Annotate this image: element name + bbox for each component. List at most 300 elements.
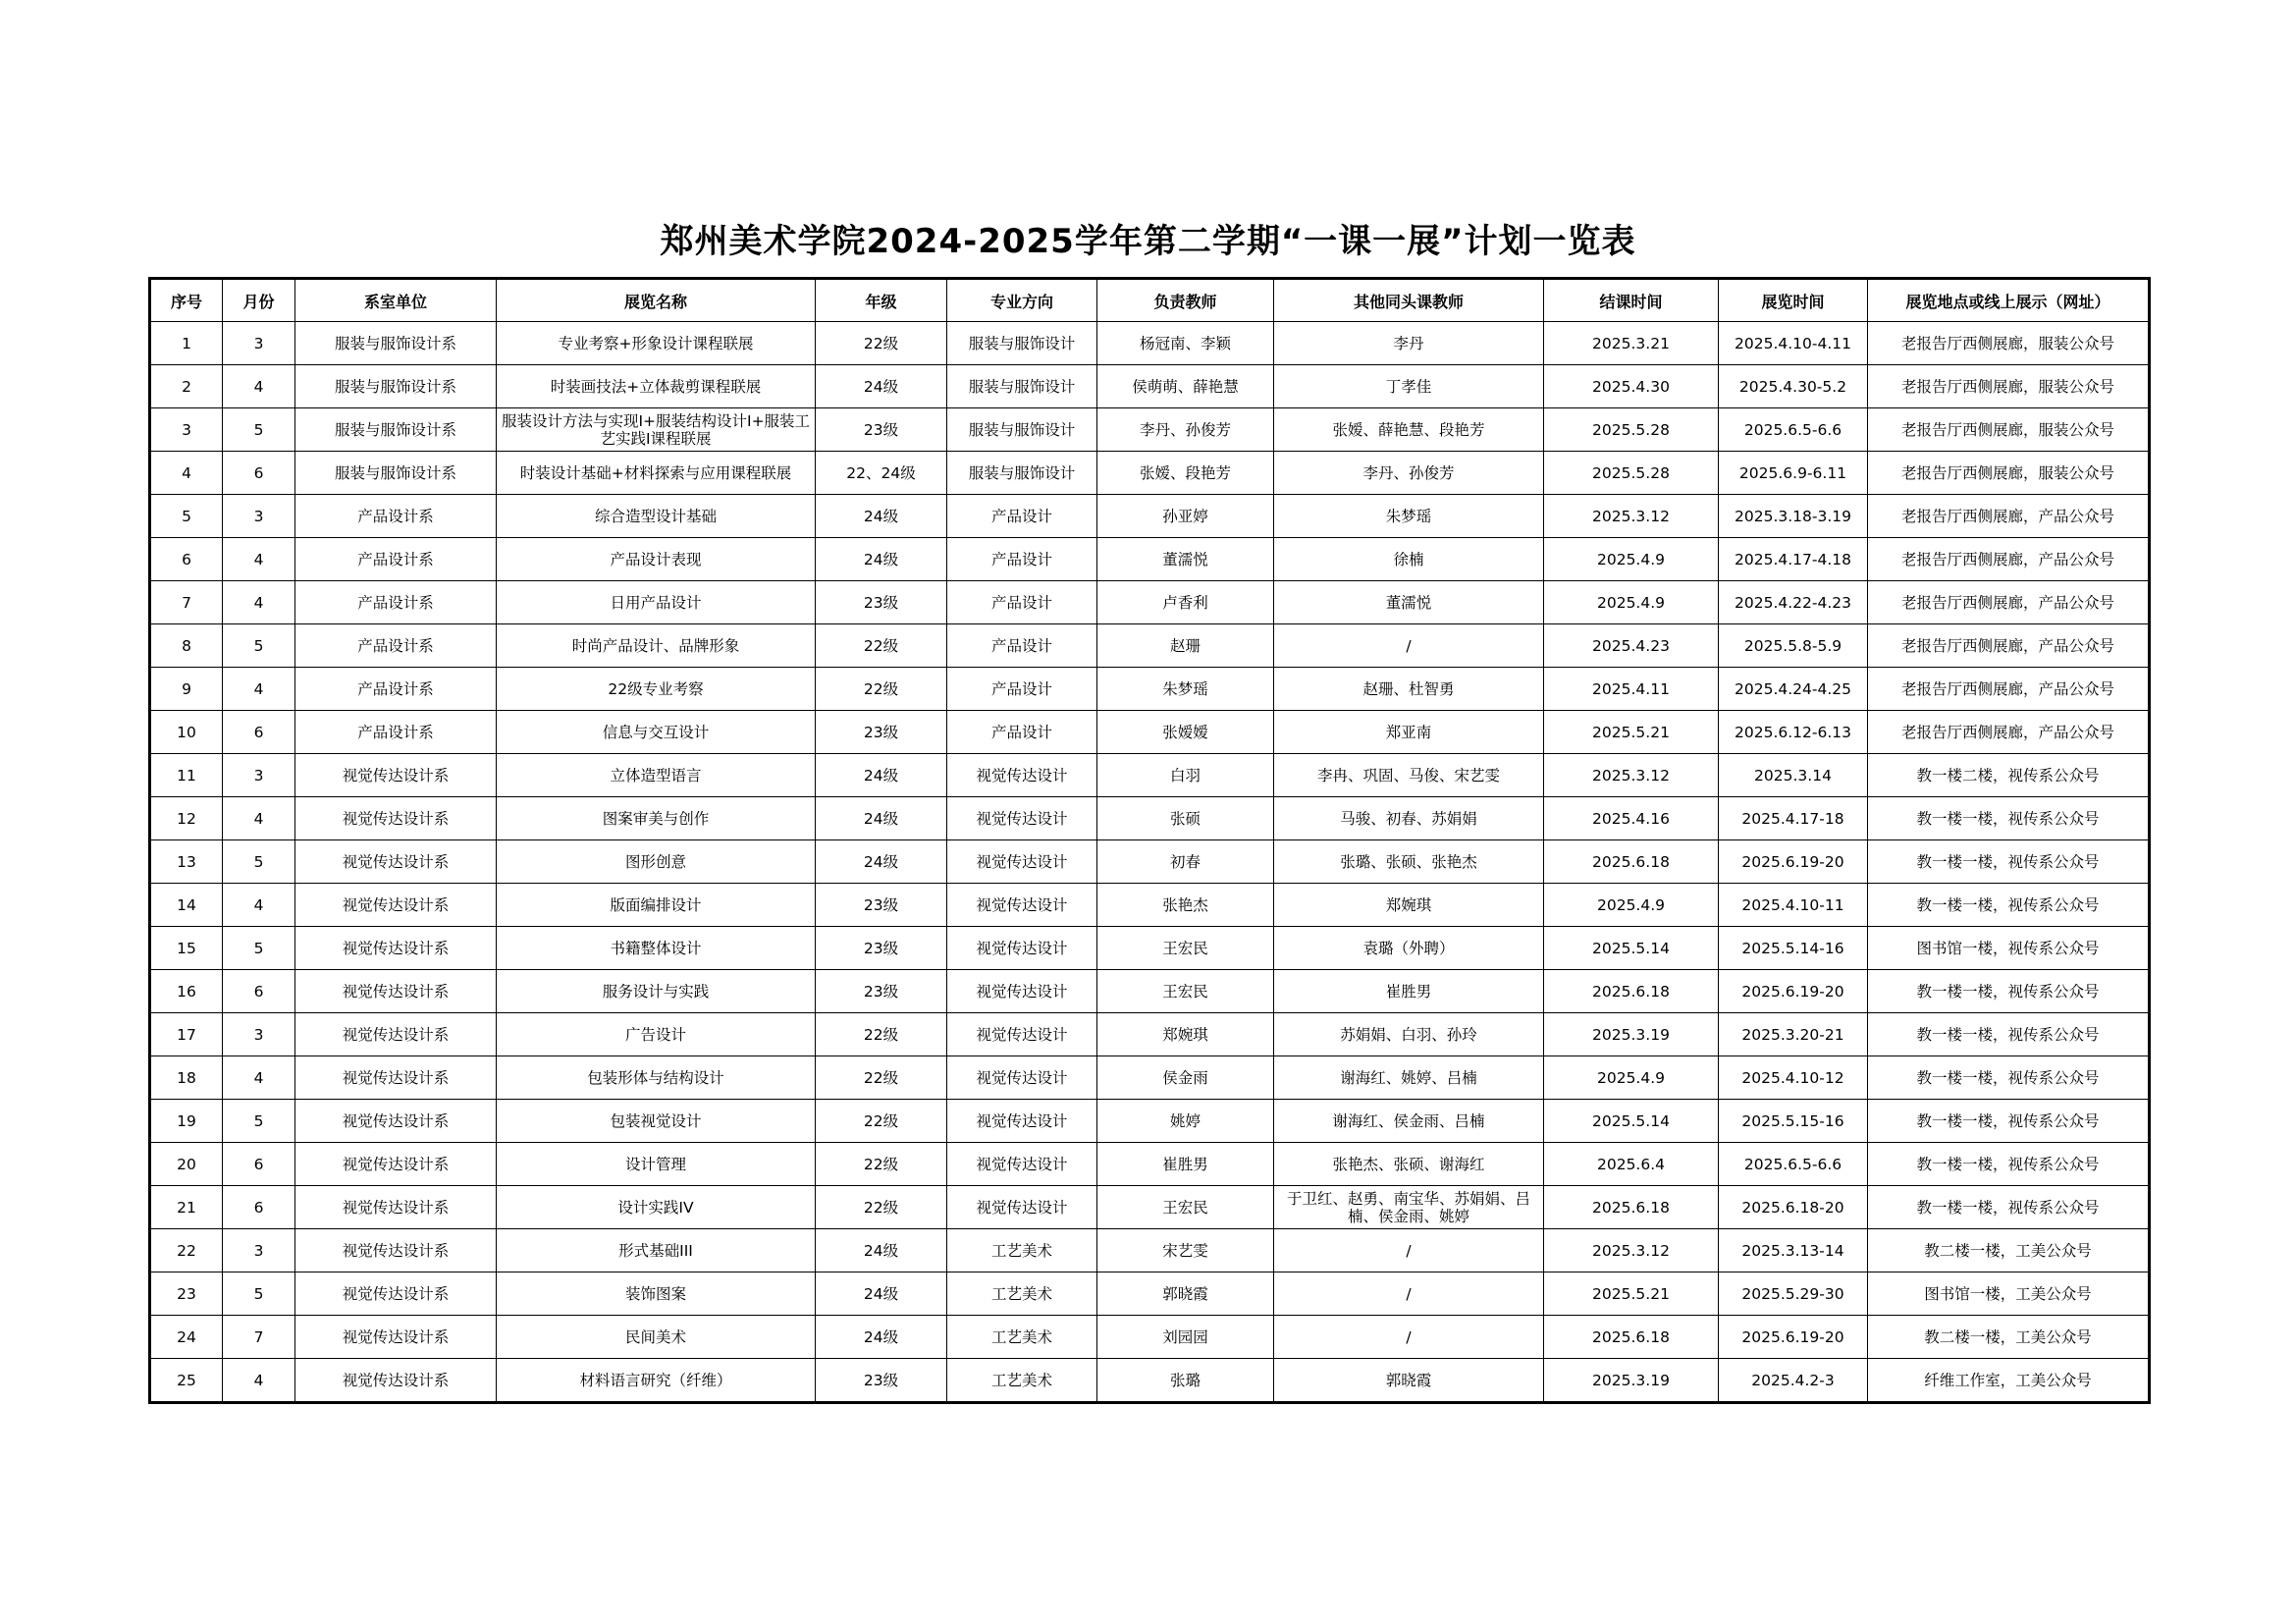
cell-major: 视觉传达设计: [947, 1100, 1097, 1143]
cell-major: 工艺美术: [947, 1229, 1097, 1272]
col-header-course-end: 结课时间: [1544, 279, 1719, 322]
cell-other-teachers: 丁孝佳: [1274, 365, 1544, 408]
cell-department: 产品设计系: [295, 538, 497, 581]
cell-course-end: 2025.3.12: [1544, 1229, 1719, 1272]
cell-other-teachers: /: [1274, 1229, 1544, 1272]
cell-lead-teacher: 侯金雨: [1097, 1056, 1274, 1100]
cell-major: 服装与服饰设计: [947, 365, 1097, 408]
cell-department: 产品设计系: [295, 668, 497, 711]
table-row: [150, 1143, 2150, 1186]
cell-department: 视觉传达设计系: [295, 1316, 497, 1359]
cell-major: 视觉传达设计: [947, 884, 1097, 927]
cell-month: 3: [223, 1013, 295, 1056]
table-row: [150, 1186, 2150, 1229]
cell-location: 老报告厅西侧展廊，产品公众号: [1868, 624, 2150, 668]
cell-month: 6: [223, 711, 295, 754]
cell-index: 3: [150, 408, 223, 452]
cell-department: 视觉传达设计系: [295, 1272, 497, 1316]
cell-exhibition-time: 2025.3.18-3.19: [1719, 495, 1868, 538]
cell-department: 视觉传达设计系: [295, 797, 497, 840]
cell-exhibition-time: 2025.4.30-5.2: [1719, 365, 1868, 408]
cell-course-end: 2025.6.4: [1544, 1143, 1719, 1186]
cell-exhibition-name: 立体造型语言: [497, 754, 816, 797]
cell-major: 产品设计: [947, 495, 1097, 538]
cell-exhibition-name: 版面编排设计: [497, 884, 816, 927]
cell-other-teachers: /: [1274, 624, 1544, 668]
cell-grade: 22、24级: [816, 452, 947, 495]
cell-department: 视觉传达设计系: [295, 927, 497, 970]
cell-month: 5: [223, 1100, 295, 1143]
cell-index: 11: [150, 754, 223, 797]
cell-grade: 23级: [816, 970, 947, 1013]
cell-department: 视觉传达设计系: [295, 1056, 497, 1100]
cell-major: 产品设计: [947, 624, 1097, 668]
cell-other-teachers: 袁璐（外聘）: [1274, 927, 1544, 970]
cell-location: 图书馆一楼，视传系公众号: [1868, 927, 2150, 970]
cell-index: 17: [150, 1013, 223, 1056]
table-row: [150, 1272, 2150, 1316]
cell-major: 视觉传达设计: [947, 970, 1097, 1013]
cell-major: 视觉传达设计: [947, 927, 1097, 970]
cell-index: 22: [150, 1229, 223, 1272]
table-row: [150, 668, 2150, 711]
cell-exhibition-name: 服装设计方法与实现I+服装结构设计I+服装工艺实践I课程联展: [497, 408, 816, 452]
cell-exhibition-name: 信息与交互设计: [497, 711, 816, 754]
cell-location: 教一楼一楼，视传系公众号: [1868, 797, 2150, 840]
cell-other-teachers: /: [1274, 1272, 1544, 1316]
cell-other-teachers: 徐楠: [1274, 538, 1544, 581]
cell-lead-teacher: 杨冠南、李颖: [1097, 322, 1274, 365]
table-row: [150, 538, 2150, 581]
cell-grade: 24级: [816, 495, 947, 538]
col-header-index: 序号: [150, 279, 223, 322]
table-row: [150, 1056, 2150, 1100]
table-row: [150, 927, 2150, 970]
cell-other-teachers: 朱梦瑶: [1274, 495, 1544, 538]
cell-month: 5: [223, 1272, 295, 1316]
cell-course-end: 2025.3.19: [1544, 1013, 1719, 1056]
cell-exhibition-time: 2025.5.14-16: [1719, 927, 1868, 970]
cell-exhibition-name: 时尚产品设计、品牌形象: [497, 624, 816, 668]
cell-location: 教一楼一楼，视传系公众号: [1868, 1143, 2150, 1186]
cell-index: 5: [150, 495, 223, 538]
cell-course-end: 2025.4.9: [1544, 538, 1719, 581]
cell-index: 8: [150, 624, 223, 668]
cell-department: 服装与服饰设计系: [295, 322, 497, 365]
cell-lead-teacher: 张嫒、段艳芳: [1097, 452, 1274, 495]
cell-exhibition-time: 2025.5.29-30: [1719, 1272, 1868, 1316]
cell-index: 10: [150, 711, 223, 754]
cell-course-end: 2025.6.18: [1544, 1186, 1719, 1229]
cell-exhibition-time: 2025.4.10-12: [1719, 1056, 1868, 1100]
cell-month: 4: [223, 884, 295, 927]
cell-lead-teacher: 孙亚婷: [1097, 495, 1274, 538]
cell-other-teachers: /: [1274, 1316, 1544, 1359]
cell-lead-teacher: 王宏民: [1097, 970, 1274, 1013]
cell-exhibition-name: 材料语言研究（纤维）: [497, 1359, 816, 1403]
exhibition-plan-table: [148, 277, 2151, 1404]
cell-location: 老报告厅西侧展廊，服装公众号: [1868, 322, 2150, 365]
cell-course-end: 2025.4.30: [1544, 365, 1719, 408]
cell-month: 5: [223, 408, 295, 452]
cell-location: 老报告厅西侧展廊，产品公众号: [1868, 668, 2150, 711]
cell-index: 23: [150, 1272, 223, 1316]
cell-grade: 22级: [816, 668, 947, 711]
cell-exhibition-time: 2025.4.10-11: [1719, 884, 1868, 927]
cell-major: 视觉传达设计: [947, 1186, 1097, 1229]
cell-major: 视觉传达设计: [947, 1056, 1097, 1100]
cell-location: 老报告厅西侧展廊，产品公众号: [1868, 538, 2150, 581]
cell-exhibition-name: 民间美术: [497, 1316, 816, 1359]
cell-location: 老报告厅西侧展廊，服装公众号: [1868, 408, 2150, 452]
cell-month: 6: [223, 970, 295, 1013]
cell-exhibition-name: 形式基础III: [497, 1229, 816, 1272]
cell-major: 视觉传达设计: [947, 1143, 1097, 1186]
cell-location: 教一楼一楼，视传系公众号: [1868, 840, 2150, 884]
table-row: [150, 711, 2150, 754]
table-row: [150, 754, 2150, 797]
cell-index: 13: [150, 840, 223, 884]
cell-major: 服装与服饰设计: [947, 322, 1097, 365]
cell-other-teachers: 谢海红、侯金雨、吕楠: [1274, 1100, 1544, 1143]
col-header-major: 专业方向: [947, 279, 1097, 322]
col-header-grade: 年级: [816, 279, 947, 322]
cell-exhibition-time: 2025.6.12-6.13: [1719, 711, 1868, 754]
cell-month: 4: [223, 797, 295, 840]
cell-grade: 24级: [816, 365, 947, 408]
cell-month: 7: [223, 1316, 295, 1359]
cell-index: 6: [150, 538, 223, 581]
cell-index: 24: [150, 1316, 223, 1359]
cell-major: 服装与服饰设计: [947, 408, 1097, 452]
cell-course-end: 2025.5.21: [1544, 1272, 1719, 1316]
cell-exhibition-time: 2025.6.5-6.6: [1719, 408, 1868, 452]
cell-grade: 24级: [816, 1229, 947, 1272]
cell-grade: 24级: [816, 538, 947, 581]
cell-location: 老报告厅西侧展廊，服装公众号: [1868, 365, 2150, 408]
cell-location: 教一楼一楼，视传系公众号: [1868, 1100, 2150, 1143]
cell-lead-teacher: 张璐: [1097, 1359, 1274, 1403]
table-body: [150, 322, 2150, 1403]
cell-course-end: 2025.3.19: [1544, 1359, 1719, 1403]
cell-other-teachers: 张嫒、薛艳慧、段艳芳: [1274, 408, 1544, 452]
cell-lead-teacher: 张嫒嫒: [1097, 711, 1274, 754]
cell-course-end: 2025.3.12: [1544, 754, 1719, 797]
cell-lead-teacher: 张艳杰: [1097, 884, 1274, 927]
cell-month: 3: [223, 322, 295, 365]
cell-course-end: 2025.4.11: [1544, 668, 1719, 711]
cell-exhibition-name: 广告设计: [497, 1013, 816, 1056]
cell-grade: 22级: [816, 322, 947, 365]
cell-other-teachers: 李丹: [1274, 322, 1544, 365]
cell-location: 老报告厅西侧展廊，产品公众号: [1868, 495, 2150, 538]
cell-course-end: 2025.5.28: [1544, 452, 1719, 495]
cell-location: 纤维工作室，工美公众号: [1868, 1359, 2150, 1403]
cell-exhibition-time: 2025.6.19-20: [1719, 840, 1868, 884]
cell-course-end: 2025.5.28: [1544, 408, 1719, 452]
table-row: [150, 1359, 2150, 1403]
cell-grade: 24级: [816, 1316, 947, 1359]
page-title: 郑州美术学院2024-2025学年第二学期“一课一展”计划一览表: [660, 222, 1636, 261]
cell-exhibition-name: 22级专业考察: [497, 668, 816, 711]
cell-exhibition-name: 装饰图案: [497, 1272, 816, 1316]
table-row: [150, 322, 2150, 365]
cell-lead-teacher: 郭晓霞: [1097, 1272, 1274, 1316]
cell-grade: 23级: [816, 927, 947, 970]
cell-exhibition-time: 2025.6.9-6.11: [1719, 452, 1868, 495]
cell-lead-teacher: 崔胜男: [1097, 1143, 1274, 1186]
cell-month: 5: [223, 927, 295, 970]
cell-department: 产品设计系: [295, 624, 497, 668]
cell-month: 4: [223, 581, 295, 624]
cell-lead-teacher: 张硕: [1097, 797, 1274, 840]
cell-other-teachers: 赵珊、杜智勇: [1274, 668, 1544, 711]
cell-lead-teacher: 侯萌萌、薛艳慧: [1097, 365, 1274, 408]
table-row: [150, 884, 2150, 927]
cell-major: 视觉传达设计: [947, 1013, 1097, 1056]
cell-grade: 22级: [816, 1143, 947, 1186]
cell-department: 产品设计系: [295, 495, 497, 538]
cell-course-end: 2025.5.21: [1544, 711, 1719, 754]
cell-department: 视觉传达设计系: [295, 1186, 497, 1229]
table-row: [150, 1013, 2150, 1056]
cell-department: 视觉传达设计系: [295, 1100, 497, 1143]
cell-index: 14: [150, 884, 223, 927]
cell-exhibition-name: 专业考察+形象设计课程联展: [497, 322, 816, 365]
table-row: [150, 840, 2150, 884]
cell-month: 5: [223, 624, 295, 668]
cell-exhibition-name: 时装画技法+立体裁剪课程联展: [497, 365, 816, 408]
cell-department: 视觉传达设计系: [295, 884, 497, 927]
cell-location: 教一楼一楼，视传系公众号: [1868, 884, 2150, 927]
cell-grade: 24级: [816, 840, 947, 884]
cell-exhibition-name: 图案审美与创作: [497, 797, 816, 840]
cell-grade: 23级: [816, 884, 947, 927]
table-header-row: [150, 279, 2150, 322]
cell-exhibition-name: 图形创意: [497, 840, 816, 884]
cell-exhibition-name: 服务设计与实践: [497, 970, 816, 1013]
cell-exhibition-time: 2025.6.19-20: [1719, 1316, 1868, 1359]
cell-exhibition-time: 2025.4.22-4.23: [1719, 581, 1868, 624]
cell-exhibition-time: 2025.5.15-16: [1719, 1100, 1868, 1143]
cell-course-end: 2025.6.18: [1544, 1316, 1719, 1359]
cell-department: 视觉传达设计系: [295, 754, 497, 797]
table-row: [150, 1229, 2150, 1272]
cell-grade: 22级: [816, 1100, 947, 1143]
cell-exhibition-time: 2025.4.17-18: [1719, 797, 1868, 840]
cell-other-teachers: 郑亚南: [1274, 711, 1544, 754]
col-header-other-teachers: 其他同头课教师: [1274, 279, 1544, 322]
cell-exhibition-time: 2025.6.5-6.6: [1719, 1143, 1868, 1186]
cell-other-teachers: 崔胜男: [1274, 970, 1544, 1013]
cell-course-end: 2025.4.16: [1544, 797, 1719, 840]
cell-index: 18: [150, 1056, 223, 1100]
cell-department: 服装与服饰设计系: [295, 452, 497, 495]
cell-exhibition-name: 日用产品设计: [497, 581, 816, 624]
cell-index: 1: [150, 322, 223, 365]
cell-department: 服装与服饰设计系: [295, 408, 497, 452]
cell-month: 3: [223, 495, 295, 538]
cell-month: 6: [223, 1143, 295, 1186]
cell-month: 4: [223, 668, 295, 711]
cell-month: 4: [223, 1056, 295, 1100]
cell-exhibition-time: 2025.5.8-5.9: [1719, 624, 1868, 668]
cell-exhibition-name: 设计实践IV: [497, 1186, 816, 1229]
cell-exhibition-name: 设计管理: [497, 1143, 816, 1186]
cell-month: 4: [223, 538, 295, 581]
cell-month: 4: [223, 1359, 295, 1403]
cell-department: 产品设计系: [295, 711, 497, 754]
cell-index: 7: [150, 581, 223, 624]
cell-exhibition-name: 包装视觉设计: [497, 1100, 816, 1143]
cell-exhibition-name: 书籍整体设计: [497, 927, 816, 970]
cell-grade: 22级: [816, 624, 947, 668]
cell-exhibition-name: 时装设计基础+材料探索与应用课程联展: [497, 452, 816, 495]
col-header-month: 月份: [223, 279, 295, 322]
cell-location: 教一楼一楼，视传系公众号: [1868, 970, 2150, 1013]
cell-other-teachers: 张璐、张硕、张艳杰: [1274, 840, 1544, 884]
cell-exhibition-time: 2025.3.20-21: [1719, 1013, 1868, 1056]
cell-exhibition-time: 2025.4.10-4.11: [1719, 322, 1868, 365]
cell-index: 12: [150, 797, 223, 840]
cell-exhibition-name: 产品设计表现: [497, 538, 816, 581]
cell-lead-teacher: 刘园园: [1097, 1316, 1274, 1359]
cell-major: 工艺美术: [947, 1316, 1097, 1359]
cell-lead-teacher: 姚婷: [1097, 1100, 1274, 1143]
cell-exhibition-time: 2025.4.24-4.25: [1719, 668, 1868, 711]
cell-course-end: 2025.6.18: [1544, 840, 1719, 884]
cell-department: 服装与服饰设计系: [295, 365, 497, 408]
cell-major: 工艺美术: [947, 1272, 1097, 1316]
table-row: [150, 408, 2150, 452]
cell-other-teachers: 马骏、初春、苏娟娟: [1274, 797, 1544, 840]
table-row: [150, 365, 2150, 408]
cell-grade: 24级: [816, 797, 947, 840]
cell-location: 教一楼一楼，视传系公众号: [1868, 1056, 2150, 1100]
cell-lead-teacher: 赵珊: [1097, 624, 1274, 668]
cell-exhibition-time: 2025.4.2-3: [1719, 1359, 1868, 1403]
col-header-lead-teacher: 负责教师: [1097, 279, 1274, 322]
col-header-exhibition-name: 展览名称: [497, 279, 816, 322]
cell-exhibition-time: 2025.3.13-14: [1719, 1229, 1868, 1272]
cell-other-teachers: 郑婉琪: [1274, 884, 1544, 927]
cell-location: 教一楼二楼，视传系公众号: [1868, 754, 2150, 797]
cell-grade: 23级: [816, 581, 947, 624]
cell-other-teachers: 张艳杰、张硕、谢海红: [1274, 1143, 1544, 1186]
cell-grade: 23级: [816, 408, 947, 452]
cell-other-teachers: 李冉、巩固、马俊、宋艺雯: [1274, 754, 1544, 797]
cell-location: 教二楼一楼，工美公众号: [1868, 1229, 2150, 1272]
cell-other-teachers: 郭晓霞: [1274, 1359, 1544, 1403]
cell-month: 4: [223, 365, 295, 408]
cell-month: 6: [223, 452, 295, 495]
cell-course-end: 2025.4.9: [1544, 1056, 1719, 1100]
cell-lead-teacher: 初春: [1097, 840, 1274, 884]
table-row: [150, 1100, 2150, 1143]
cell-major: 工艺美术: [947, 1359, 1097, 1403]
cell-grade: 22级: [816, 1013, 947, 1056]
cell-major: 产品设计: [947, 538, 1097, 581]
cell-exhibition-time: 2025.6.19-20: [1719, 970, 1868, 1013]
table-row: [150, 797, 2150, 840]
cell-major: 产品设计: [947, 581, 1097, 624]
cell-location: 教二楼一楼，工美公众号: [1868, 1316, 2150, 1359]
cell-department: 视觉传达设计系: [295, 970, 497, 1013]
cell-exhibition-time: 2025.6.18-20: [1719, 1186, 1868, 1229]
cell-course-end: 2025.4.23: [1544, 624, 1719, 668]
cell-department: 视觉传达设计系: [295, 1359, 497, 1403]
table-row: [150, 495, 2150, 538]
cell-index: 19: [150, 1100, 223, 1143]
cell-month: 6: [223, 1186, 295, 1229]
cell-exhibition-time: 2025.3.14: [1719, 754, 1868, 797]
cell-major: 视觉传达设计: [947, 754, 1097, 797]
cell-index: 21: [150, 1186, 223, 1229]
cell-course-end: 2025.3.12: [1544, 495, 1719, 538]
cell-lead-teacher: 郑婉琪: [1097, 1013, 1274, 1056]
cell-grade: 23级: [816, 711, 947, 754]
cell-month: 3: [223, 754, 295, 797]
cell-location: 老报告厅西侧展廊，产品公众号: [1868, 581, 2150, 624]
cell-major: 视觉传达设计: [947, 840, 1097, 884]
cell-grade: 23级: [816, 1359, 947, 1403]
cell-major: 视觉传达设计: [947, 797, 1097, 840]
cell-course-end: 2025.4.9: [1544, 884, 1719, 927]
cell-lead-teacher: 王宏民: [1097, 1186, 1274, 1229]
cell-index: 20: [150, 1143, 223, 1186]
cell-course-end: 2025.5.14: [1544, 1100, 1719, 1143]
cell-lead-teacher: 宋艺雯: [1097, 1229, 1274, 1272]
cell-lead-teacher: 王宏民: [1097, 927, 1274, 970]
cell-lead-teacher: 朱梦瑶: [1097, 668, 1274, 711]
cell-exhibition-name: 包装形体与结构设计: [497, 1056, 816, 1100]
cell-other-teachers: 董濡悦: [1274, 581, 1544, 624]
cell-exhibition-time: 2025.4.17-4.18: [1719, 538, 1868, 581]
cell-location: 老报告厅西侧展廊，服装公众号: [1868, 452, 2150, 495]
table-row: [150, 970, 2150, 1013]
cell-lead-teacher: 白羽: [1097, 754, 1274, 797]
table-row: [150, 624, 2150, 668]
cell-course-end: 2025.5.14: [1544, 927, 1719, 970]
cell-grade: 22级: [816, 1186, 947, 1229]
col-header-exhibition-time: 展览时间: [1719, 279, 1868, 322]
cell-index: 16: [150, 970, 223, 1013]
cell-major: 产品设计: [947, 711, 1097, 754]
cell-course-end: 2025.6.18: [1544, 970, 1719, 1013]
cell-department: 视觉传达设计系: [295, 840, 497, 884]
cell-major: 产品设计: [947, 668, 1097, 711]
cell-major: 服装与服饰设计: [947, 452, 1097, 495]
cell-month: 3: [223, 1229, 295, 1272]
cell-department: 视觉传达设计系: [295, 1229, 497, 1272]
cell-lead-teacher: 董濡悦: [1097, 538, 1274, 581]
cell-location: 图书馆一楼，工美公众号: [1868, 1272, 2150, 1316]
cell-course-end: 2025.4.9: [1544, 581, 1719, 624]
cell-index: 15: [150, 927, 223, 970]
cell-grade: 22级: [816, 1056, 947, 1100]
cell-department: 视觉传达设计系: [295, 1143, 497, 1186]
cell-index: 2: [150, 365, 223, 408]
cell-lead-teacher: 李丹、孙俊芳: [1097, 408, 1274, 452]
cell-location: 教一楼一楼，视传系公众号: [1868, 1013, 2150, 1056]
col-header-location: 展览地点或线上展示（网址）: [1868, 279, 2150, 322]
cell-index: 25: [150, 1359, 223, 1403]
cell-course-end: 2025.3.21: [1544, 322, 1719, 365]
cell-department: 视觉传达设计系: [295, 1013, 497, 1056]
table-row: [150, 452, 2150, 495]
cell-grade: 24级: [816, 754, 947, 797]
cell-other-teachers: 李丹、孙俊芳: [1274, 452, 1544, 495]
